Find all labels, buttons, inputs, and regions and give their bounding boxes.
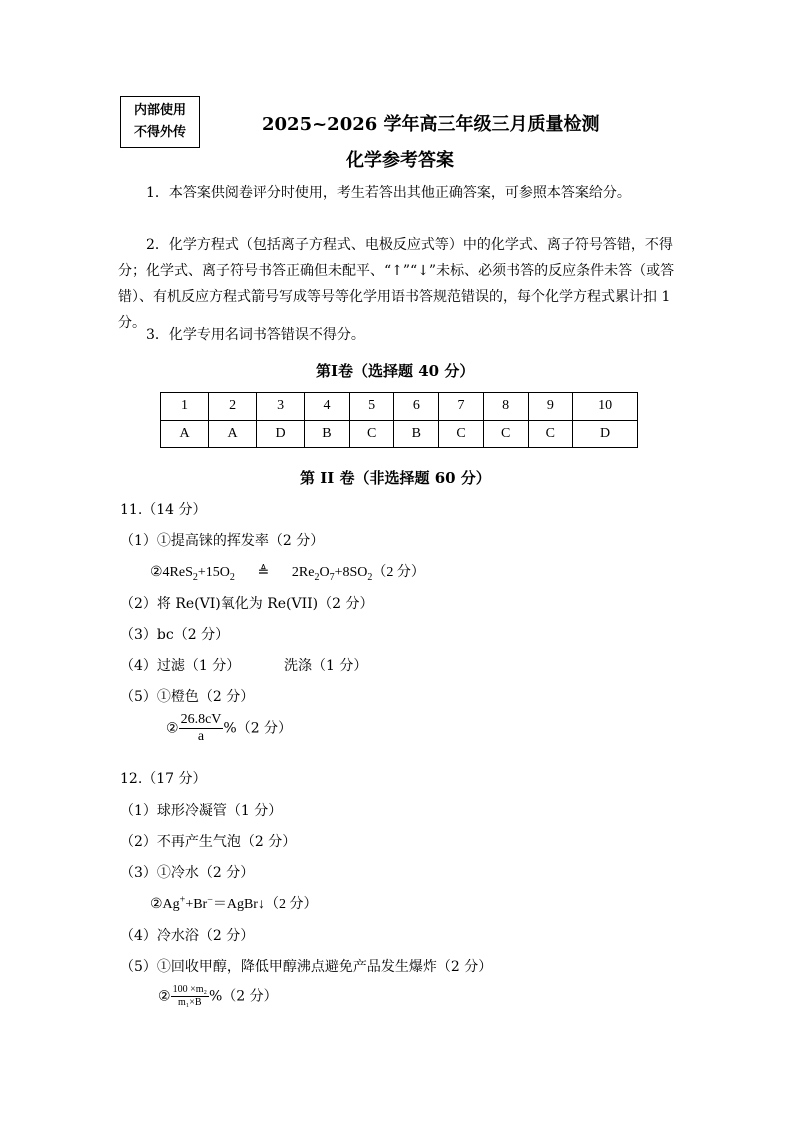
score-text: %（2 分） — [223, 720, 293, 737]
q12-part-4: （4）冷水浴（2 分） — [120, 928, 255, 944]
note-3: 3．化学专用名词书答错误不得分。 — [146, 327, 365, 343]
score-text: %（2 分） — [208, 988, 278, 1005]
answer-cell: D — [257, 420, 305, 448]
fraction-numerator: 26.8cV — [180, 712, 222, 727]
fraction — [179, 712, 224, 745]
stamp-line-1: 内部使用 — [133, 103, 186, 118]
circled-number: ② — [166, 720, 179, 737]
eq-subscript: 7 — [329, 571, 335, 583]
eq-text: +8SO — [334, 565, 368, 580]
q11-part-5a: （5）①橙色（2 分） — [120, 689, 255, 705]
question-number: 7 — [439, 393, 484, 421]
q11-part-3: （3）bc（2 分） — [120, 627, 230, 643]
answer-cell: B — [305, 420, 350, 448]
eq-text: 2Re — [291, 565, 315, 580]
stamp-line-2: 不得外传 — [133, 125, 186, 140]
q12-part-2: （2）不再产生气泡（2 分） — [120, 834, 297, 850]
question-number: 4 — [305, 393, 350, 421]
answer-cell: A — [209, 420, 257, 448]
q11-part-5b — [166, 712, 292, 745]
q11-part-1b-equation — [150, 561, 425, 583]
answer-cell: C — [483, 420, 528, 448]
eq-subscript: 2 — [229, 571, 235, 583]
q11-part-1a: （1）①提高铼的挥发率（2 分） — [120, 533, 325, 549]
answer-cell: C — [528, 420, 573, 448]
page-subtitle: 化学参考答案 — [346, 150, 454, 171]
answer-table — [160, 392, 638, 448]
note-2: 2．化学方程式（包括离子方程式、电极反应式等）中的化学式、离子符号答错，不得分；化学式、离子符号书答正确但未配平、“↑”“↓”未标、必须书答的反应条件未答（或答错）、有机反应方程式箭号写成等号等化学用语书答规范错误的，每个化学方程式累计扣 1 分。 — [118, 237, 675, 331]
q11-part-4b: 洗涤（1 分） — [284, 658, 368, 674]
question-number: 8 — [483, 393, 528, 421]
q12-header: 12.（17 分） — [120, 771, 207, 787]
eq-text: ②Ag — [150, 897, 180, 912]
fraction-denominator: m₁×B — [177, 997, 202, 1008]
eq-score: （2 分） — [372, 565, 425, 580]
fraction — [171, 984, 209, 1009]
question-number: 2 — [209, 393, 257, 421]
q11-part-4a: （4）过滤（1 分） — [120, 658, 241, 674]
q12-part-5b — [158, 984, 278, 1009]
heating-condition-sign: ≜ — [257, 565, 270, 580]
answer-cell: A — [161, 420, 209, 448]
note-1: 1．本答案供阅卷评分时使用，考生若答出其他正确答案，可参照本答案给分。 — [146, 185, 631, 201]
q12-part-3b-equation — [150, 893, 317, 913]
fraction-denominator: a — [197, 729, 205, 744]
eq-superscript: − — [207, 894, 213, 906]
q11-header: 11.（14 分） — [120, 502, 207, 518]
question-number: 9 — [528, 393, 573, 421]
eq-subscript: 2 — [192, 571, 198, 583]
eq-subscript: 2 — [367, 571, 373, 583]
fraction-numerator: 100 ×m₂ — [172, 984, 207, 995]
question-number: 10 — [573, 393, 638, 421]
eq-text: +Br — [185, 897, 208, 912]
q11-part-2: （2）将 Re(VI)氧化为 Re(VII)（2 分） — [120, 596, 374, 612]
question-number: 6 — [394, 393, 439, 421]
section-2-title: 第 II 卷（非选择题 60 分） — [300, 469, 491, 487]
question-number: 5 — [349, 393, 394, 421]
eq-text: ②4ReS — [150, 565, 193, 580]
eq-subscript: 2 — [314, 571, 320, 583]
answer-cell: C — [349, 420, 394, 448]
internal-use-stamp — [120, 96, 200, 148]
circled-number: ② — [158, 988, 171, 1005]
answer-table-answer-row — [161, 420, 638, 448]
answer-cell: C — [439, 420, 484, 448]
q12-part-1: （1）球形冷凝管（1 分） — [120, 803, 283, 819]
question-number: 3 — [257, 393, 305, 421]
eq-text: +15O — [197, 565, 230, 580]
answer-table-number-row — [161, 393, 638, 421]
eq-text: ＝AgBr↓（2 分） — [212, 897, 318, 912]
eq-superscript: + — [179, 894, 186, 906]
q12-part-5a: （5）①回收甲醇，降低甲醇沸点避免产品发生爆炸（2 分） — [120, 959, 493, 975]
page-title: 2025~2026 学年高三年级三月质量检测 — [262, 114, 600, 135]
section-1-title: 第Ⅰ卷（选择题 40 分） — [316, 362, 475, 380]
q12-part-3a: （3）①冷水（2 分） — [120, 865, 255, 881]
answer-cell: D — [573, 420, 638, 448]
answer-cell: B — [394, 420, 439, 448]
eq-text: O — [319, 565, 330, 580]
question-number: 1 — [161, 393, 209, 421]
